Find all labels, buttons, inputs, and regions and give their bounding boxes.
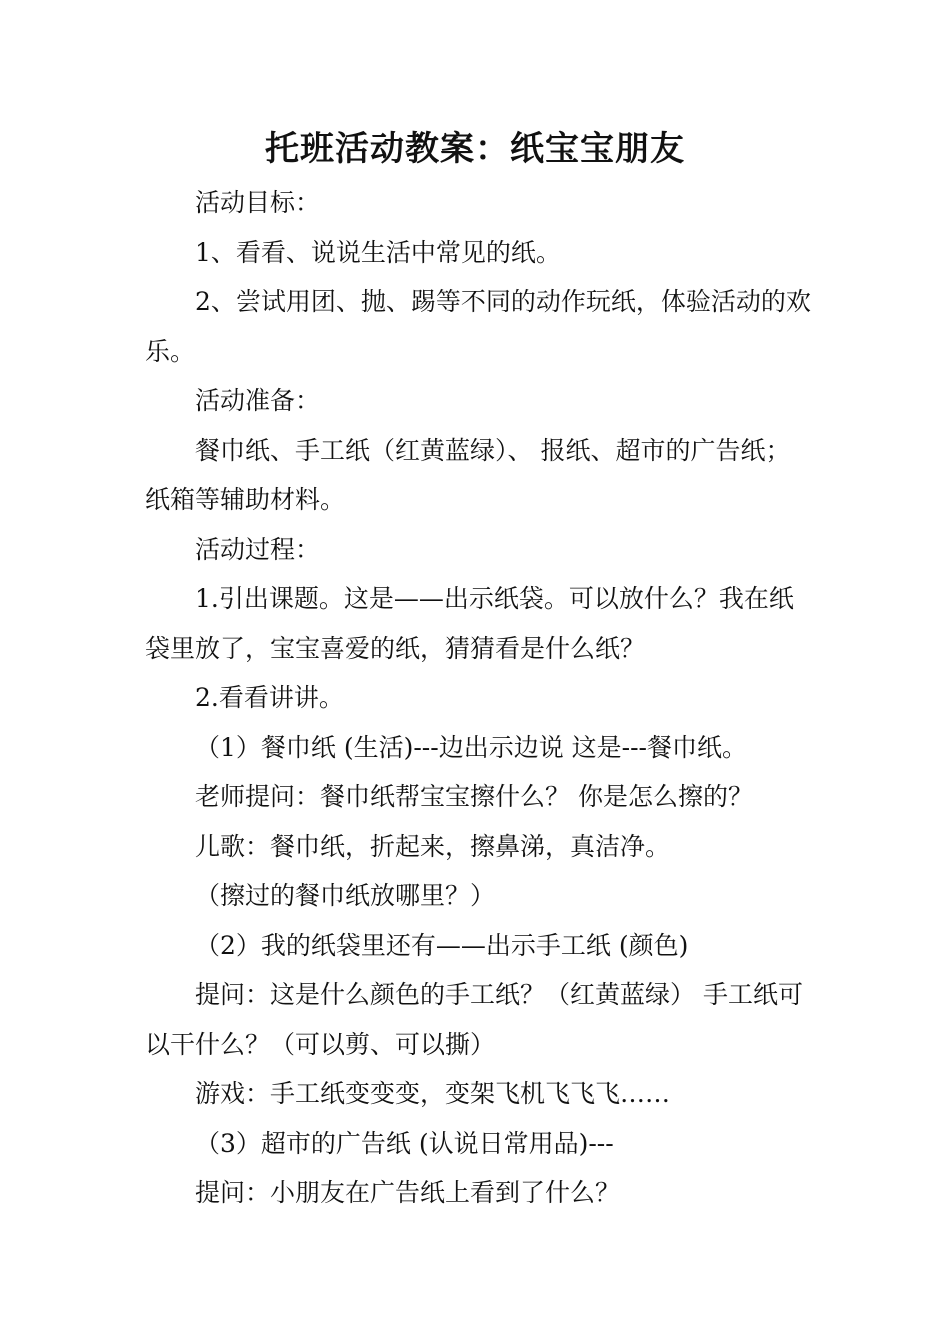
process-substep: （1）餐巾纸 (生活)---边出示边说 这是---餐巾纸。 (195, 732, 747, 762)
process-substep: （2）我的纸袋里还有——出示手工纸 (颜色) (195, 930, 689, 960)
process-text: 游戏：手工纸变变变，变架飞机飞飞飞…… (195, 1079, 671, 1108)
process-step: 1.引出课题。这是——出示纸袋。可以放什么？我在纸袋里放了，宝宝喜爱的纸，猜猜看是什么纸？ (145, 584, 794, 663)
process-text: 提问：这是什么颜色的手工纸？（红黄蓝绿） 手工纸可以干什么？（可以剪、可以撕） (145, 980, 803, 1059)
process-text: 老师提问：餐巾纸帮宝宝擦什么？ 你是怎么擦的？ (195, 782, 753, 811)
objective-item: 2、尝试用团、抛、踢等不同的动作玩纸，体验活动的欢乐。 (145, 287, 811, 366)
process-text: （擦过的餐巾纸放哪里？） (195, 881, 496, 910)
preparation-text: 餐巾纸、手工纸（红黄蓝绿）、 报纸、超市的广告纸；纸箱等辅助材料。 (145, 435, 791, 514)
process-step: 2.看看讲讲。 (195, 683, 344, 712)
process-text: 儿歌：餐巾纸，折起来，擦鼻涕，真洁净。 (195, 831, 671, 861)
section-heading-preparation: 活动准备： (195, 386, 321, 415)
document-title: 托班活动教案：纸宝宝朋友 (265, 129, 685, 169)
process-text: 提问：小朋友在广告纸上看到了什么？ (195, 1178, 621, 1207)
process-substep: （3）超市的广告纸 (认说日常用品)--- (195, 1128, 614, 1158)
objective-item: 1、看看、说说生活中常见的纸。 (195, 237, 561, 267)
document-body (145, 178, 813, 1218)
section-heading-objectives: 活动目标： (195, 188, 321, 217)
section-heading-process: 活动过程： (195, 534, 321, 564)
